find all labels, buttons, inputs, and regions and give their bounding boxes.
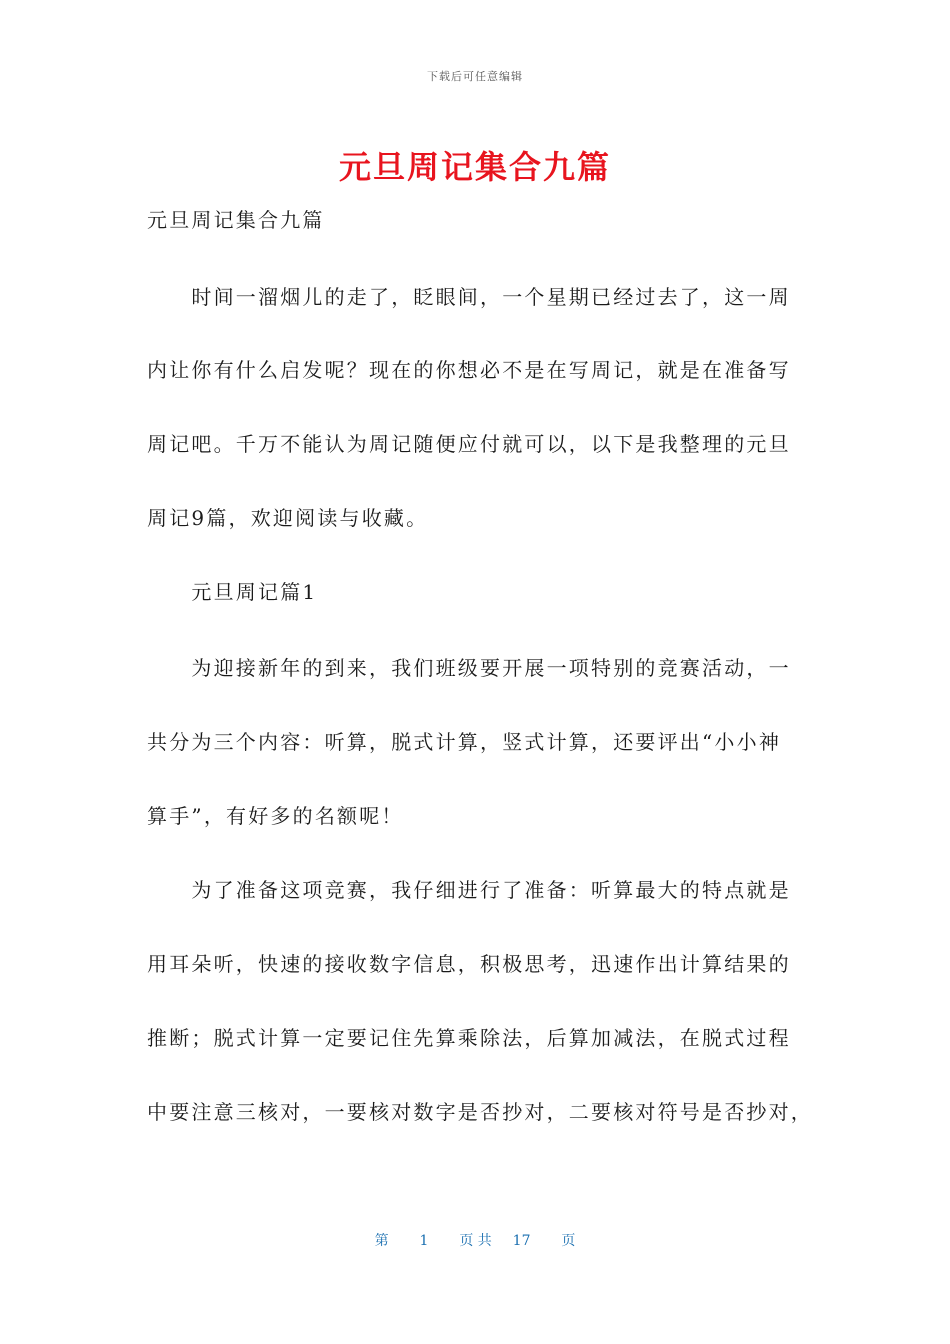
current-page-number: 1: [419, 1233, 429, 1249]
paragraph-line: 算手”，有好多的名额呢！: [147, 804, 404, 828]
paragraph-line: 为了准备这项竞赛，我仔细进行了准备：听算最大的特点就是: [147, 878, 791, 902]
total-pages-number: 17: [512, 1233, 531, 1249]
paragraph-line: 共分为三个内容：听算，脱式计算，竖式计算，还要评出“小小神: [147, 730, 782, 754]
paragraph-line: 内让你有什么启发呢？现在的你想必不是在写周记，就是在准备写: [147, 358, 791, 382]
document-title: 元旦周记集合九篇: [338, 148, 611, 186]
section-heading: 元旦周记篇1: [147, 580, 318, 604]
paragraph-line: 周记9篇，欢迎阅读与收藏。: [147, 506, 429, 530]
paragraph-line: 为迎接新年的到来，我们班级要开展一项特别的竞赛活动，一: [147, 656, 791, 680]
page-suffix: 页: [561, 1233, 576, 1249]
paragraph-line: 用耳朵听，快速的接收数字信息，积极思考，迅速作出计算结果的: [147, 952, 791, 976]
paragraph-line: 中要注意三核对，一要核对数字是否抄对，二要核对符号是否抄对，: [147, 1100, 813, 1124]
page-mid-label: 页 共: [459, 1233, 492, 1249]
page-prefix: 第: [374, 1233, 389, 1249]
header-note: 下载后可任意编辑: [427, 70, 523, 83]
document-subtitle: 元旦周记集合九篇: [147, 208, 325, 232]
paragraph-line: 时间一溜烟儿的走了，眨眼间，一个星期已经过去了，这一周: [147, 285, 791, 309]
page-footer: [0, 1230, 950, 1250]
paragraph-line: 周记吧。千万不能认为周记随便应付就可以，以下是我整理的元旦: [147, 432, 791, 456]
paragraph-line: 推断；脱式计算一定要记住先算乘除法，后算加减法，在脱式过程: [147, 1026, 791, 1050]
